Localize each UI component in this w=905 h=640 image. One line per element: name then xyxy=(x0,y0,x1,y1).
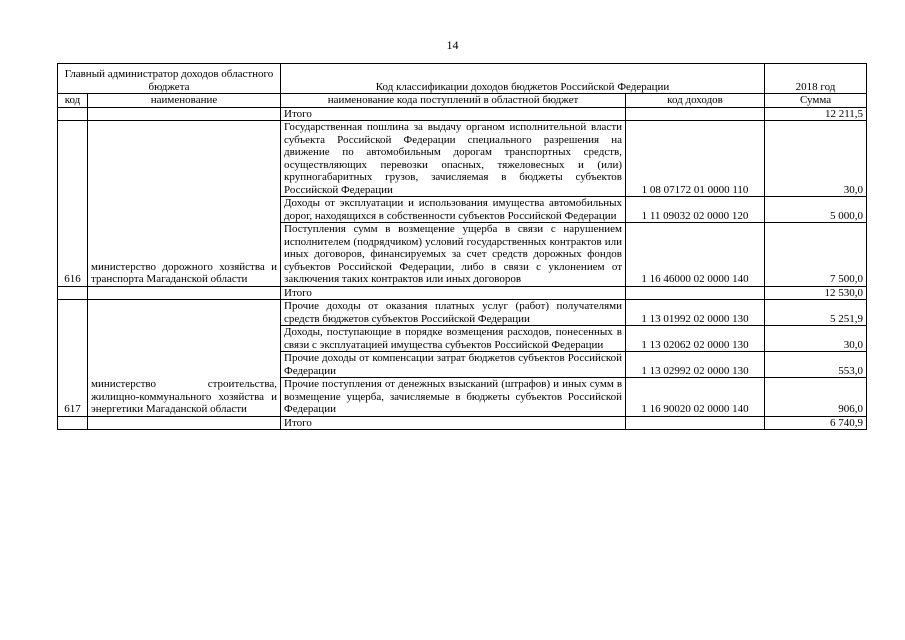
header-classification: Код классификации доходов бюджетов Российской Федерации xyxy=(281,64,765,94)
amount: 5 000,0 xyxy=(765,197,867,223)
receipt-description: Прочие доходы от компенсации затрат бюджетов субъектов Российской Федерации xyxy=(281,352,626,378)
subheader-income-code: код доходов xyxy=(626,94,765,108)
amount: 906,0 xyxy=(765,378,867,417)
amount: 30,0 xyxy=(765,121,867,197)
top-total-row xyxy=(58,107,867,121)
total-sum: 6 740,9 xyxy=(765,416,867,430)
income-code: 1 13 02992 02 0000 130 xyxy=(626,352,765,378)
income-code: 1 13 01992 02 0000 130 xyxy=(626,300,765,326)
admin-code: 616 xyxy=(58,121,88,287)
page-number: 14 xyxy=(446,38,459,52)
total-label: Итого xyxy=(281,107,626,121)
receipt-description: Поступления сумм в возмещение ущерба в связи с нарушением исполнителем (подрядчиком) условий государственных контрактов или иных договоров, финансируемых за счет средств дорожных фондов субъектов Российской Федерации, либо в связи с уклонением от заключения таких контрактов или иных договоров xyxy=(281,223,626,287)
group-total-row xyxy=(58,286,867,300)
total-label: Итого xyxy=(281,286,626,300)
receipt-description: Доходы от эксплуатации и использования имущества автомобильных дорог, находящихся в собственности субъектов Российской Федерации xyxy=(281,197,626,223)
admin-code: 617 xyxy=(58,300,88,417)
receipt-description: Прочие поступления от денежных взысканий (штрафов) и иных сумм в возмещение ущерба, зачисляемые в бюджеты субъектов Российской Федерации xyxy=(281,378,626,417)
revenue-table xyxy=(57,63,867,430)
income-code: 1 16 46000 02 0000 140 xyxy=(626,223,765,287)
admin-name: министерство дорожного хозяйства и транспорта Магаданской области xyxy=(88,121,281,287)
total-label: Итого xyxy=(281,416,626,430)
receipt-description: Прочие доходы от оказания платных услуг (работ) получателями средств бюджетов субъектов Российской Федерации xyxy=(281,300,626,326)
header-year: 2018 год xyxy=(765,64,867,94)
group-total-row xyxy=(58,416,867,430)
income-code: 1 11 09032 02 0000 120 xyxy=(626,197,765,223)
amount: 5 251,9 xyxy=(765,300,867,326)
admin-name: министерство строительства, жилищно-коммунального хозяйства и энергетики Магаданской области xyxy=(88,300,281,417)
subheader-code: код xyxy=(58,94,88,108)
table-row xyxy=(58,300,867,326)
subheader-receipt-name: наименование кода поступлений в областной бюджет xyxy=(281,94,626,108)
income-code: 1 16 90020 02 0000 140 xyxy=(626,378,765,417)
amount: 30,0 xyxy=(765,326,867,352)
header-admin-group: Главный администратор доходов областного бюджета xyxy=(58,64,281,94)
subheader-name: наименование xyxy=(88,94,281,108)
income-code: 1 08 07172 01 0000 110 xyxy=(626,121,765,197)
receipt-description: Государственная пошлина за выдачу органом исполнительной власти субъекта Российской Федерации специального разрешения на движение по автомобильным дорогам транспортных средств, осуществляющих перевозки опасных, тяжеловесных и (или) крупногабаритных грузов, зачисляемая в бюджеты субъектов Российской Федерации xyxy=(281,121,626,197)
amount: 7 500,0 xyxy=(765,223,867,287)
income-code: 1 13 02062 02 0000 130 xyxy=(626,326,765,352)
subheader-sum: Сумма xyxy=(765,94,867,108)
total-sum: 12 211,5 xyxy=(765,107,867,121)
table-row xyxy=(58,121,867,197)
receipt-description: Доходы, поступающие в порядке возмещения расходов, понесенных в связи с эксплуатацией имущества субъектов Российской Федерации xyxy=(281,326,626,352)
amount: 553,0 xyxy=(765,352,867,378)
total-sum: 12 530,0 xyxy=(765,286,867,300)
